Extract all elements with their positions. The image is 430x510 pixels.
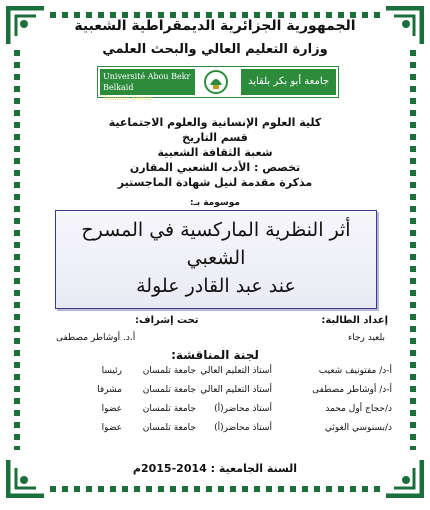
- thesis-title-line1: أثر النظرية الماركسية في المسرح: [81, 219, 351, 241]
- jury-member-rank: أستاذ التعليم العالي: [200, 366, 272, 376]
- jury-row: [80, 385, 392, 404]
- academic-year: السنة الجامعية : 2014-2015م: [132, 462, 298, 475]
- supervisor-name: أ.د. أوشاطر مصطفى: [56, 333, 136, 343]
- jury-member-institution: جامعة تلمسان: [142, 385, 196, 395]
- branch-name: شعبة الثقافة الشعبية: [157, 146, 273, 159]
- republic-name: الجمهورية الجزائرية الديمقراطية الشعبية: [74, 18, 356, 34]
- university-name-ar: جامعة أبو بكر بلقايد: [241, 69, 336, 95]
- thesis-title-line3: عند عبد القادر علولة: [136, 275, 296, 297]
- department-name: قسم التاريخ: [182, 131, 248, 144]
- supervisor-label: تحت إشراف:: [135, 315, 199, 326]
- university-city-fr: Tlemcen Algérie: [103, 95, 153, 102]
- university-name-fr: Université Abou Bekr Belkaid Tlemcen Algérie: [100, 69, 195, 95]
- faculty-name: كلية العلوم الإنسانية والعلوم الاجتماعية: [108, 116, 322, 129]
- thesis-title-line2: الشعبي: [186, 247, 246, 269]
- jury-member-institution: جامعة تلمسان: [142, 423, 196, 433]
- frame-bottom-border: [50, 486, 380, 492]
- jury-member-institution: جامعة تلمسان: [142, 404, 196, 414]
- jury-member-name: د/حجاج أول محمد: [325, 404, 392, 414]
- topic-label: موسومة بـ:: [190, 198, 240, 208]
- ministry-name: وزارة التعليم العالي والبحث العلمي: [102, 42, 328, 57]
- jury-member-name: أ-د/ أوشاطر مصطفى: [312, 385, 392, 395]
- thesis-title-box: [55, 210, 377, 309]
- jury-member-rank: أستاذ محاضر(أ): [214, 423, 272, 433]
- jury-row: [80, 404, 392, 423]
- jury-table: [80, 366, 392, 442]
- jury-member-rank: أستاذ التعليم العالي: [200, 385, 272, 395]
- jury-member-role: عضوا: [101, 404, 122, 414]
- jury-member-role: مشرفا: [97, 385, 122, 395]
- student-label: إعداد الطالبة:: [321, 315, 388, 326]
- jury-member-name: د/بسنوسي الغوثي: [324, 423, 392, 433]
- frame-left-border: [14, 50, 20, 450]
- jury-row: [80, 423, 392, 442]
- jury-row: [80, 366, 392, 385]
- jury-member-rank: أستاذ محاضر(أ): [214, 404, 272, 414]
- university-logo-icon: [201, 69, 231, 95]
- frame-right-border: [410, 50, 416, 450]
- jury-member-role: عضوا: [101, 423, 122, 433]
- memoir-type: مذكرة مقدمة لنيل شهادة الماجستير: [117, 176, 313, 189]
- committee-title: لجنة المناقشة:: [171, 348, 259, 362]
- jury-member-role: رئيسا: [101, 366, 122, 376]
- university-banner: [97, 66, 339, 102]
- specialty-name: تخصص : الأدب الشعبي المقارن: [129, 161, 301, 174]
- jury-member-name: أ-د/ مفتونيف شعيب: [318, 366, 392, 376]
- student-name: بلعيد رجاء: [347, 333, 385, 343]
- jury-member-institution: جامعة تلمسان: [142, 366, 196, 376]
